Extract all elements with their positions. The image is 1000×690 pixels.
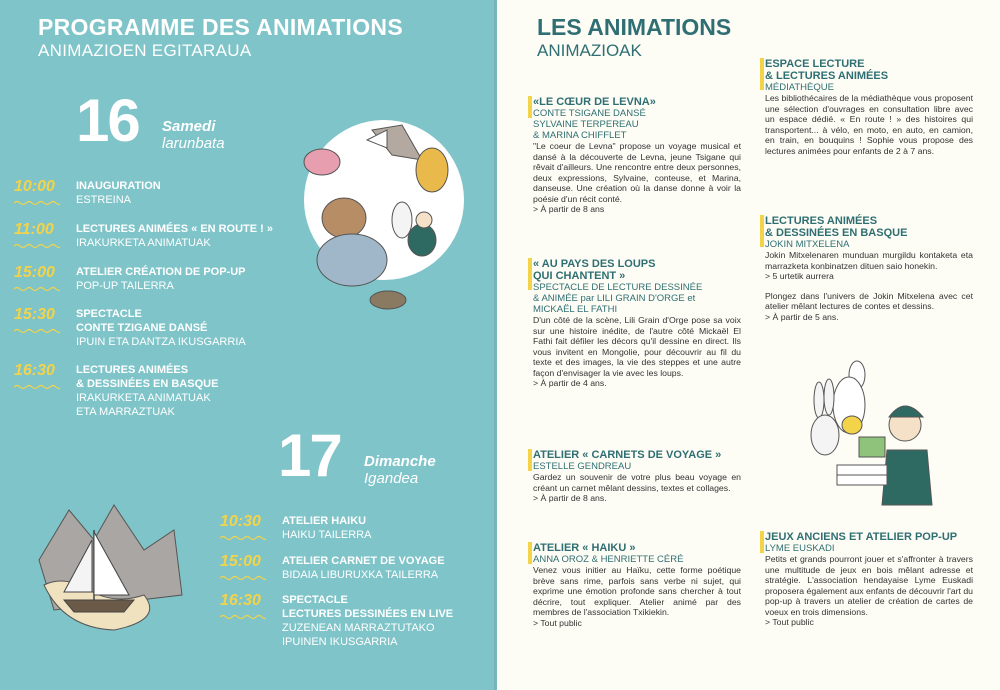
accent-bar bbox=[528, 258, 532, 290]
event-time: 16:30 bbox=[220, 592, 261, 609]
block-author: CONTE TSIGANE DANSÉ bbox=[533, 108, 646, 119]
event-title: & DESSINÉES EN BASQUE bbox=[76, 378, 219, 390]
wave-divider-icon bbox=[14, 286, 60, 292]
animation-block-levna bbox=[533, 96, 741, 215]
program-title: PROGRAMME DES ANIMATIONS bbox=[38, 14, 403, 40]
block-author: & MARINA CHIFFLET bbox=[533, 130, 627, 141]
event-time: 15:30 bbox=[14, 306, 55, 323]
block-text: Gardez un souvenir de votre plus beau voyage en créant un carnet mêlant dessins, textes et collages. bbox=[533, 472, 741, 493]
event-title: CONTE TZIGANE DANSÉ bbox=[76, 322, 208, 334]
block-text: Petits et grands pourront jouer et s'affronter à travers une multitude de jeux en bois mêlant adresse et stratégie. L'association hendayaise Lyme Euskadi proposera également aux enfants de découvrir l'art du pop-up à travers un atelier de création de cartes de voeux en trois dimensions. bbox=[765, 554, 973, 617]
block-author: JOKIN MITXELENA bbox=[765, 239, 850, 250]
animation-block-haiku bbox=[533, 542, 741, 628]
block-age: > À partir de 5 ans. bbox=[765, 311, 839, 322]
accent-bar bbox=[760, 58, 764, 90]
event-title: ATELIER CARNET DE VOYAGE bbox=[282, 555, 445, 567]
block-heading: & LECTURES ANIMÉES bbox=[765, 70, 889, 82]
block-text: Les bibliothécaires de la médiathèque vous proposent une sélection d'ouvrages en consultation libre avec un espace dédié. « En route ! » des histoires qui transportent... à vélo, en moto, en auto, en camion, en train, en bouquins ! Sophie vous propose des lectures animées pour enfants de 2 à 7 ans. bbox=[765, 93, 973, 156]
block-age: > À partir de 4 ans. bbox=[533, 378, 607, 388]
block-author: SYLVAINE TERPEREAU bbox=[533, 119, 639, 130]
block-text: Venez vous initier au Haïku, cette forme poétique brève sans rime, parfois sans verbe ni sujet, qui exprime une émotion profonde sans chercher à tout décrire, tout expliquer. Atelier animé par des membres de l'association Txikiekin. bbox=[533, 565, 741, 617]
event-time: 15:00 bbox=[14, 264, 55, 281]
block-heading: ATELIER « CARNETS DE VOYAGE » bbox=[533, 449, 722, 461]
block-heading: ESPACE LECTURE bbox=[765, 58, 865, 70]
event-title: INAUGURATION bbox=[76, 180, 161, 192]
event-subtitle: IPUIN ETA DANTZA IKUSGARRIA bbox=[76, 336, 246, 348]
block-heading: «LE CŒUR DE LEVNA» bbox=[533, 96, 656, 108]
event-subtitle: HAIKU TAILERRA bbox=[282, 529, 372, 541]
block-heading: ATELIER « HAIKU » bbox=[533, 542, 636, 554]
block-author: ESTELLE GENDREAU bbox=[533, 461, 632, 472]
animals-reading-illustration bbox=[292, 110, 472, 320]
program-subtitle: ANIMAZIOEN EGITARAUA bbox=[38, 41, 252, 60]
block-heading: QUI CHANTENT » bbox=[533, 270, 626, 282]
block-heading: « AU PAYS DES LOUPS bbox=[533, 258, 656, 270]
accent-bar bbox=[760, 531, 764, 553]
block-author: MÉDIATHÈQUE bbox=[765, 82, 834, 93]
day1-name: Samedi bbox=[162, 118, 216, 135]
block-author: & ANIMÉE par LILI GRAIN D'ORGE et bbox=[533, 293, 696, 304]
block-age: > 5 urtetik aurrera bbox=[765, 271, 834, 281]
block-text: "Le coeur de Levna" propose un voyage musical et dansé à la découverte de Levna, jeune Tsigane qui rêvait d'ailleurs. Une rencontre entre deux personnes, deux expressions, Sylvaine, conteuse, et Marina, danseuse. Une création où la danse donne à voir la poésie d'un récit conté. bbox=[533, 141, 741, 204]
event-subtitle: ESTREINA bbox=[76, 194, 132, 206]
block-heading: JEUX ANCIENS ET ATELIER POP-UP bbox=[765, 531, 958, 543]
event-title: ATELIER CRÉATION DE POP-UP bbox=[76, 266, 246, 278]
event-time: 16:30 bbox=[14, 362, 55, 379]
animation-block-mediatheque bbox=[765, 58, 973, 156]
event-subtitle: IRAKURKETA ANIMATUAK bbox=[76, 392, 211, 404]
block-heading: LECTURES ANIMÉES bbox=[765, 215, 878, 227]
event-subtitle: BIDAIA LIBURUXKA TAILERRA bbox=[282, 569, 439, 581]
wave-divider-icon bbox=[220, 535, 266, 541]
wave-divider-icon bbox=[14, 384, 60, 390]
accent-bar bbox=[760, 215, 764, 247]
block-author: SPECTACLE DE LECTURE DESSINÉE bbox=[533, 282, 703, 293]
animation-block-carnets bbox=[533, 449, 741, 504]
wave-divider-icon bbox=[220, 614, 266, 620]
program-page bbox=[0, 0, 497, 690]
event-subtitle: ETA MARRAZTUAK bbox=[76, 406, 175, 418]
event-title: ATELIER HAIKU bbox=[282, 515, 367, 527]
block-text: Jokin Mitxelenaren munduan murgildu kontaketa eta marrazketa konbinatzen dituen saio honekin. bbox=[765, 250, 973, 271]
event-time: 11:00 bbox=[14, 221, 54, 238]
day1-name-eu: larunbata bbox=[162, 135, 225, 152]
event-subtitle: ZUZENEAN MARRAZTUTAKO bbox=[282, 622, 435, 634]
accent-bar bbox=[528, 542, 532, 564]
event-title: LECTURES DESSINÉES EN LIVE bbox=[282, 608, 454, 620]
accent-bar bbox=[528, 449, 532, 471]
day2-name: Dimanche bbox=[364, 453, 436, 470]
event-time: 10:30 bbox=[220, 513, 261, 530]
rabbit-duck-child-illustration bbox=[797, 355, 947, 515]
block-text: Plongez dans l'univers de Jokin Mitxelena avec cet atelier mêlant lectures de contes et dessins. bbox=[765, 290, 973, 311]
day1-number: 16 bbox=[76, 87, 139, 154]
event-title: SPECTACLE bbox=[76, 308, 142, 320]
day2-number: 17 bbox=[278, 422, 341, 489]
animations-page bbox=[497, 0, 1000, 690]
event-title: LECTURES ANIMÉES bbox=[76, 364, 189, 376]
wave-divider-icon bbox=[14, 200, 60, 206]
event-subtitle: IPUINEN IKUSGARRIA bbox=[282, 636, 398, 648]
event-time: 15:00 bbox=[220, 553, 261, 570]
event-time: 10:00 bbox=[14, 178, 55, 195]
sailboat-illustration bbox=[34, 500, 184, 635]
animation-block-basque bbox=[765, 215, 973, 322]
event-title: LECTURES ANIMÉES « EN ROUTE ! » bbox=[76, 223, 274, 235]
block-age: > Tout public bbox=[533, 617, 582, 628]
block-age: > Tout public bbox=[765, 617, 814, 627]
animations-subtitle: ANIMAZIOAK bbox=[537, 41, 642, 60]
event-subtitle: POP-UP TAILERRA bbox=[76, 280, 174, 292]
animation-block-loups bbox=[533, 258, 741, 389]
wave-divider-icon bbox=[14, 328, 60, 334]
event-title: SPECTACLE bbox=[282, 594, 348, 606]
block-age: > À partir de 8 ans bbox=[533, 204, 605, 214]
block-text: D'un côté de la scène, Lili Grain d'Orge pose sa voix sur une histoire inédite, de l'autre côté Mickaël El Fathi fait défiler les décors qu'il dessine en direct. Ils vous invitent en Mongolie, pour découvrir au fil du texte et des images, la vie des steppes et une autre façon d'envisager la vie avec les loups. bbox=[533, 315, 741, 378]
block-author: MICKAËL EL FATHI bbox=[533, 304, 618, 315]
day2-name-eu: Igandea bbox=[364, 470, 419, 487]
block-author: ANNA OROZ & HENRIETTE CÉRÉ bbox=[533, 554, 684, 565]
block-heading: & DESSINÉES EN BASQUE bbox=[765, 227, 908, 239]
wave-divider-icon bbox=[14, 243, 60, 249]
wave-divider-icon bbox=[220, 575, 266, 581]
animation-block-jeux bbox=[765, 531, 973, 628]
event-subtitle: IRAKURKETA ANIMATUAK bbox=[76, 237, 211, 249]
animations-title: LES ANIMATIONS bbox=[537, 14, 732, 40]
accent-bar bbox=[528, 96, 532, 118]
block-author: LYME EUSKADI bbox=[765, 543, 835, 554]
block-age: > À partir de 8 ans. bbox=[533, 493, 607, 503]
